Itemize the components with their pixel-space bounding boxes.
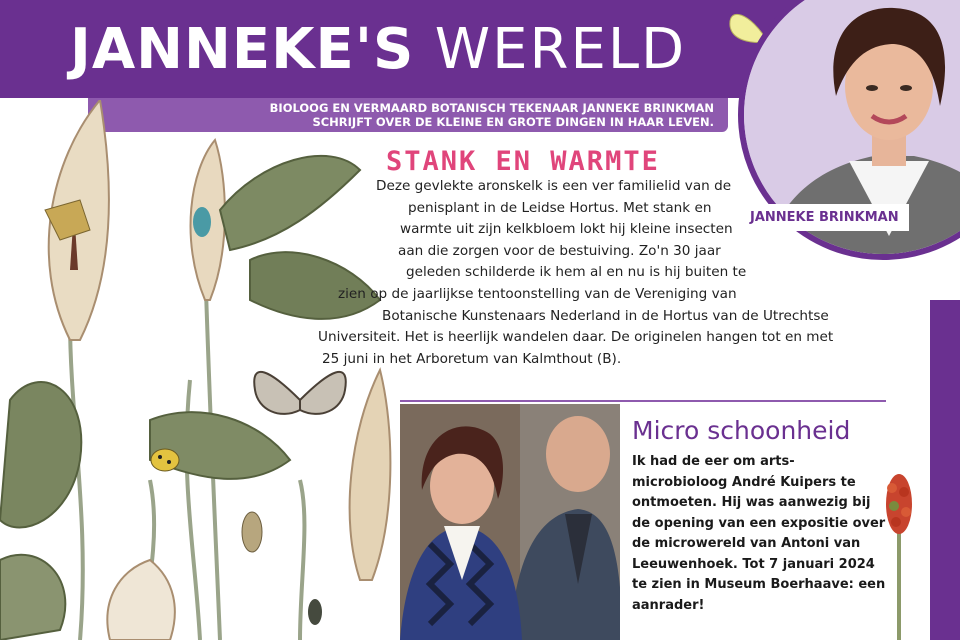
leaf-lower-left — [0, 555, 65, 640]
body-line: Ik had de eer om arts- — [632, 454, 795, 469]
body-line: de microwereld van Antoni van — [632, 536, 861, 551]
body-line: geleden schilderde ik hem al en nu is hij buiten te — [406, 264, 747, 281]
subtitle-line: SCHRIJFT OVER DE KLEINE EN GROTE DINGEN IN HAAR LEVEN. — [312, 115, 714, 129]
body-line: Leeuwenhoek. Tot 7 januari 2024 — [632, 556, 875, 572]
body-line: ontmoeten. Hij was aanwezig bij — [632, 495, 871, 510]
body-line: Universiteit. Het is heerlijk wandelen daar. De originelen hangen tot en met — [318, 329, 834, 346]
beetle-blue-illustration — [193, 207, 211, 237]
beetle-bottom-illustration — [308, 599, 322, 625]
butterfly-checkered-illustration — [254, 372, 346, 414]
cockroach-illustration — [242, 512, 262, 552]
body-line: aanrader! — [632, 597, 705, 613]
body-line: aan die zorgen voor de bestuiving. Zo'n 30 jaar — [398, 242, 721, 259]
body-line: penisplant in de Leidse Hortus. Met stank en — [408, 199, 712, 216]
author-name-label: JANNEKE BRINKMAN — [740, 204, 909, 231]
title-bold: JANNEKE'S — [70, 17, 415, 82]
body-line: warmte uit zijn kelkbloem lokt hij kleine insecten — [400, 221, 733, 238]
spathe-bottom — [107, 560, 174, 640]
body-line: microbioloog André Kuipers te — [632, 474, 856, 490]
section-title-stank-en-warmte: STANK EN WARMTE — [386, 146, 660, 177]
ladybird-illustration — [151, 449, 179, 471]
arum-berries-illustration — [874, 470, 924, 640]
body-line: zien op de jaarlijkse tentoonstelling van de Vereniging van — [338, 285, 737, 302]
leaf-left — [0, 382, 81, 527]
body-line: Botanische Kunstenaars Nederland in de Hortus van de Utrechtse — [382, 307, 829, 324]
section-body-stank-en-warmte — [300, 176, 890, 370]
title-light: WERELD — [434, 17, 687, 82]
photo-drawing — [400, 404, 620, 640]
section-body-micro-schoonheid — [632, 452, 886, 616]
event-photo — [400, 404, 620, 640]
section-title-micro-schoonheid: Micro schoonheid — [632, 416, 851, 445]
section-divider — [400, 400, 886, 402]
page-title — [70, 17, 687, 82]
subtitle-line: BIOLOOG EN VERMAARD BOTANISCH TEKENAAR JANNEKE BRINKMAN — [269, 101, 714, 115]
body-line: te zien in Museum Boerhaave: een — [632, 577, 886, 592]
body-line: 25 juni in het Arboretum van Kalmthout (B). — [322, 350, 622, 367]
body-line: de opening van een expositie over — [632, 515, 886, 531]
spathe-right — [350, 370, 391, 580]
right-accent-bar — [930, 300, 960, 640]
body-line: Deze gevlekte aronskelk is een ver familielid van de — [376, 178, 732, 194]
